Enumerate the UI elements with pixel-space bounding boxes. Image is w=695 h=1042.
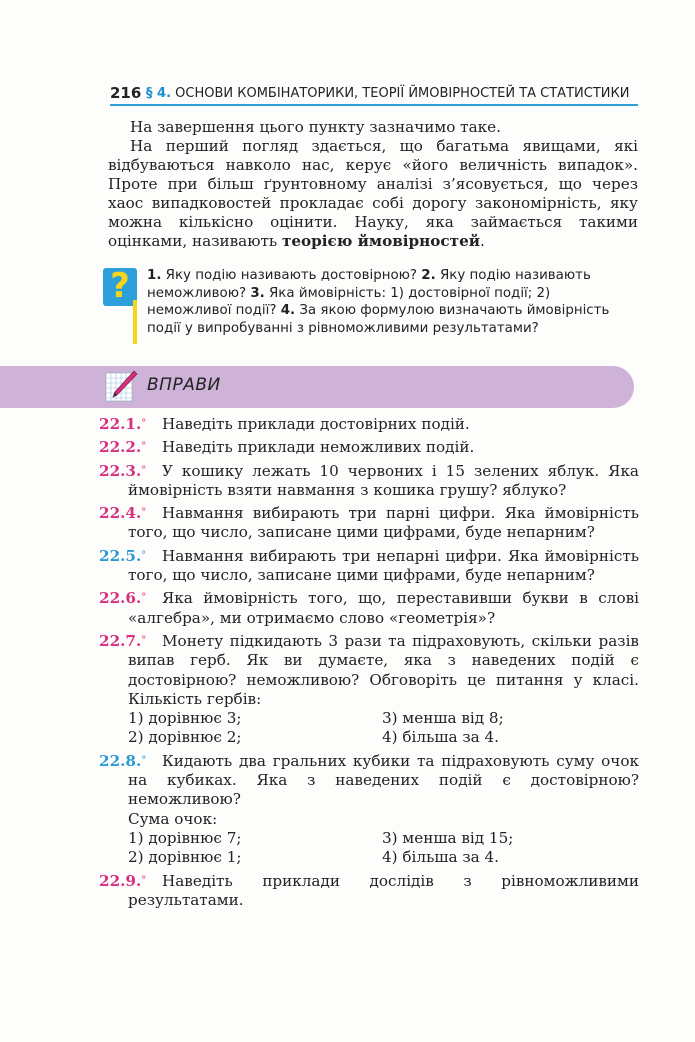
intro-paragraph-1: На завершення цього пункту зазначимо таке. — [130, 118, 501, 136]
option: 1) дорівнює 7; — [128, 828, 242, 847]
exercise-text-body: Яка ймовірність того, що, переставивши букви в слові «алгебра», ми отримаємо слово «геометрія»? — [128, 589, 639, 627]
question-4: За якою формулою визначають ймовірність події у випробуванні з рівноможливими результатами? — [147, 303, 610, 336]
exercise-text: Наведіть приклади неможливих подій. — [162, 438, 475, 457]
exercise-text — [99, 462, 639, 501]
option: 4) більша за 4. — [382, 848, 499, 867]
exercise-subtext: Сума очок: — [128, 809, 218, 828]
question-1-number: 1. — [147, 268, 162, 283]
option: 2) дорівнює 2; — [128, 728, 242, 747]
option: 4) більша за 4. — [382, 728, 499, 747]
question-2-number: 2. — [421, 268, 436, 283]
exercise-text — [99, 752, 639, 810]
exercise-number: 22.3.° — [99, 461, 147, 480]
exercise-22-6 — [99, 589, 639, 628]
question-icon — [103, 268, 137, 306]
header-rule — [110, 104, 638, 106]
question-mark: ? — [110, 266, 130, 306]
review-questions — [147, 267, 637, 337]
intro-paragraph-2-text: На перший погляд здається, що багатьма явищами, які відбуваються навколо нас, керує «його величність випадок». Проте при більш ґрунтовному аналізі з’ясовується, що через хаос випадковостей прокладає собі дорогу закономірність, яку можна кількісно оцінити. Науку, яка займається такими оцінками, називають — [108, 137, 638, 250]
option: 3) менша від 15; — [382, 828, 514, 847]
exercise-text: Наведіть приклади достовірних подій. — [162, 415, 470, 433]
section-title-text: ОСНОВИ КОМБІНАТОРИКИ, ТЕОРІЇ ЙМОВІРНОСТЕЙ ТА СТАТИСТИКИ — [175, 86, 630, 101]
question-3: Яка ймовірність: 1) достовірної події; 2) неможливої події? — [147, 285, 551, 318]
exercise-text-body: У кошику лежать 10 червоних і 15 зелених яблук. Яка ймовірність взяти навмання з кошика грушу? яблуко? — [128, 461, 639, 499]
exercise-22-2 — [99, 438, 639, 457]
exercise-22-1 — [99, 415, 639, 434]
exercise-22-8 — [99, 752, 639, 868]
exercise-text-body: Монету підкидають 3 рази та підраховують, скільки разів випав герб. Як ви думаєте, яка з наведених подій є достовірною? неможливою? Обговоріть це питання у класі. Кількість гербів: — [128, 631, 639, 708]
exercise-number: 22.9.° — [99, 871, 147, 890]
exercise-options — [128, 829, 639, 868]
question-4-number: 4. — [280, 303, 296, 318]
page-header — [110, 82, 638, 104]
exercise-text — [99, 632, 639, 709]
question-3-number: 3. — [250, 285, 265, 301]
section-number: § 4. — [146, 86, 172, 101]
exercise-number: 22.2.° — [99, 438, 147, 457]
exercise-number: 22.6.° — [99, 589, 147, 608]
exercise-text — [99, 547, 639, 586]
option: 1) дорівнює 3; — [128, 709, 242, 728]
question-1: Яку подію називають достовірною? — [161, 268, 422, 283]
exercise-text-body: Кидають два гральних кубики та підраховують суму очок на кубиках. Яка з наведених подій є достовірною? неможливою? — [128, 751, 639, 809]
intro-paragraph-2 — [108, 137, 638, 251]
exercise-text-body: Наведіть приклади дослідів з рівноможливими результатами. — [128, 871, 639, 909]
exercise-text-body: Навмання вибирають три непарні цифри. Яка ймовірність того, що число, записане цими цифрами, буде непарним? — [128, 546, 639, 585]
exercise-number: 22.8.° — [99, 751, 147, 770]
exercise-22-5 — [99, 547, 639, 586]
pencil-icon — [104, 369, 138, 403]
exercise-22-9 — [99, 872, 639, 911]
option: 2) дорівнює 1; — [128, 848, 242, 867]
exercise-22-7 — [99, 632, 639, 748]
exercise-number: 22.7.° — [99, 631, 147, 650]
exercises-title: ВПРАВИ — [147, 375, 221, 395]
question-2: Яку подію називають неможливою? — [147, 268, 591, 301]
exercise-text — [99, 589, 639, 628]
exercises-band — [0, 366, 634, 408]
term-probability-theory: теорією ймовірностей — [281, 232, 480, 250]
exercise-text — [99, 872, 639, 911]
option: 3) менша від 8; — [382, 709, 504, 728]
exercise-22-4 — [99, 504, 639, 543]
exercise-number: 22.5.° — [99, 546, 147, 565]
exercise-number: 22.1.° — [99, 415, 147, 433]
exercise-list — [99, 415, 639, 910]
intro-paragraph-2-end: . — [480, 232, 485, 250]
exercise-number: 22.4.° — [99, 504, 147, 523]
intro-text — [108, 118, 638, 251]
exercise-22-3 — [99, 462, 639, 501]
exercise-text — [99, 504, 639, 543]
page-number: 216 — [110, 84, 142, 102]
exercise-text-body: Навмання вибирають три парні цифри. Яка ймовірність того, що число, записане цими цифрами, буде непарним? — [128, 504, 639, 542]
exercise-options — [128, 709, 639, 748]
question-bar — [133, 300, 137, 344]
section-title — [146, 86, 629, 101]
